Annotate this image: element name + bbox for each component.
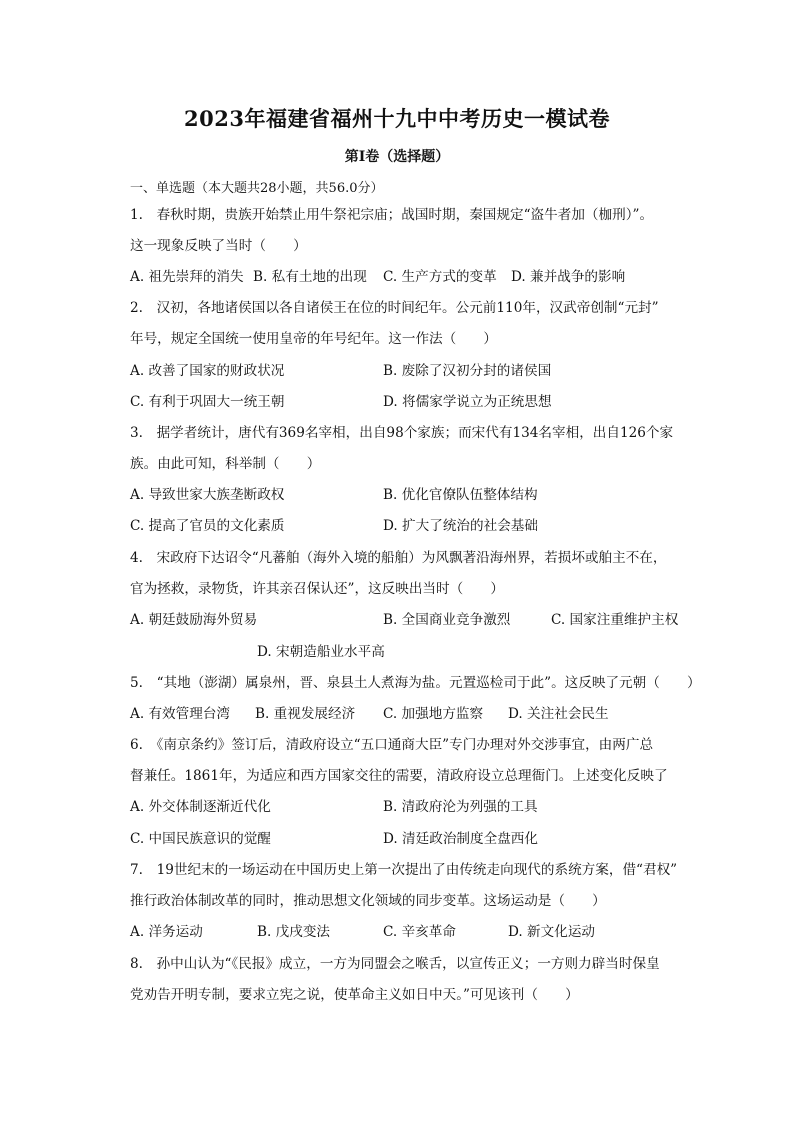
question-6-line-2: 督兼任。1861年，为适应和西方国家交往的需要，清政府设立总理衙门。上述变化反映了 (130, 768, 668, 784)
question-5-option-a: A. 有效管理台湾 (130, 706, 231, 722)
question-1-line-1: 1. 春秋时期，贵族开始禁止用牛祭祀宗庙；战国时期，秦国规定“盗牛者加（枷刑）”。 (130, 207, 654, 223)
question-7-option-b: B. 戊戌变法 (257, 924, 331, 940)
question-2-line-2: 年号，规定全国统一使用皇帝的年号纪年。这一作法（ ） (130, 331, 498, 347)
question-7-option-d: D. 新文化运动 (508, 924, 596, 940)
volume-heading: 第I卷（选择题） (344, 149, 450, 165)
question-8-line-2: 党劝告开明专制，要求立宪之说，使革命主义如日中天。”可见该刊（ ） (130, 987, 579, 1003)
question-2-option-a: A. 改善了国家的财政状况 (130, 363, 285, 379)
exam-title: 2023年福建省福州十九中中考历史一模试卷 (184, 106, 610, 131)
question-4-line-1: 4. 宋政府下达诏令“凡蕃舶（海外入境的船舶）为风飘著沿海州界，若损坏或舶主不在， (130, 550, 667, 566)
question-2-option-b: B. 废除了汉初分封的诸侯国 (383, 363, 552, 379)
question-2-line-1: 2. 汉初，各地诸侯国以各自诸侯王在位的时间纪年。公元前110年，汉武帝创制“元封” (130, 300, 659, 316)
question-2-option-d: D. 将儒家学说立为正统思想 (383, 394, 552, 410)
question-6-option-c: C. 中国民族意识的觉醒 (130, 831, 271, 847)
question-3-option-d: D. 扩大了统治的社会基础 (383, 518, 538, 534)
question-4-option-a: A. 朝廷鼓励海外贸易 (130, 612, 258, 628)
question-5-option-b: B. 重视发展经济 (255, 706, 356, 722)
question-7-option-a: A. 洋务运动 (130, 924, 203, 940)
question-7-line-2: 推行政治体制改革的同时，推动思想文化领域的同步变革。这场运动是（ ） (130, 893, 606, 909)
question-6-option-b: B. 清政府沦为列强的工具 (383, 799, 538, 815)
question-5-option-d: D. 关注社会民生 (508, 706, 609, 722)
question-3-option-a: A. 导致世家大族垄断政权 (130, 487, 285, 503)
question-3-option-b: B. 优化官僚队伍整体结构 (383, 487, 538, 503)
question-8-line-1: 8. 孙中山认为“《民报》成立，一方为同盟会之喉舌，以宣传正义；一方则力辟当时保皇 (130, 956, 660, 972)
question-3-line-1: 3. 据学者统计，唐代有369名宰相，出自98个家族；而宋代有134名宰相，出自126个家 (130, 425, 674, 441)
question-6-option-d: D. 清廷政治制度全盘西化 (383, 831, 538, 847)
question-3-line-2: 族。由此可知，科举制（ ） (130, 456, 321, 472)
question-1-line-2: 这一现象反映了当时（ ） (130, 238, 307, 254)
question-4-option-c: C. 国家注重维护主权 (551, 612, 679, 628)
section-heading: 一、单选题（本大题共28小题，共56.0分） (130, 181, 384, 196)
question-6-line-1: 6. 《南京条约》签订后，清政府设立“五口通商大臣”专门办理对外交涉事宜，由两广总 (130, 737, 654, 753)
question-4-line-2: 官为拯救，录物货，许其亲召保认还”，这反映出当时（ ） (130, 581, 504, 597)
question-5-option-c: C. 加强地方监察 (383, 706, 484, 722)
question-4-option-d: D. 宋朝造船业水平高 (257, 644, 385, 660)
question-7-line-1: 7. 19世纪末的一场运动在中国历史上第一次提出了由传统走向现代的系统方案，借“君权” (130, 862, 678, 878)
question-2-option-c: C. 有利于巩固大一统王朝 (130, 394, 285, 410)
question-4-option-b: B. 全国商业竞争激烈 (383, 612, 511, 628)
question-1-option-d: D. 兼并战争的影响 (511, 269, 626, 285)
question-3-option-c: C. 提高了官员的文化素质 (130, 518, 285, 534)
question-7-option-c: C. 辛亥革命 (383, 924, 456, 940)
question-1-option-b: B. 私有土地的出现 (253, 269, 367, 285)
question-1-option-c: C. 生产方式的变革 (383, 269, 497, 285)
question-1-option-a: A. 祖先崇拜的消失 (130, 269, 244, 285)
question-6-option-a: A. 外交体制逐渐近代化 (130, 799, 271, 815)
question-5-line-1: 5. “其地（澎湖）属泉州，晋、泉县土人煮海为盐。元置巡检司于此”。这反映了元朝（ ） (130, 675, 701, 691)
